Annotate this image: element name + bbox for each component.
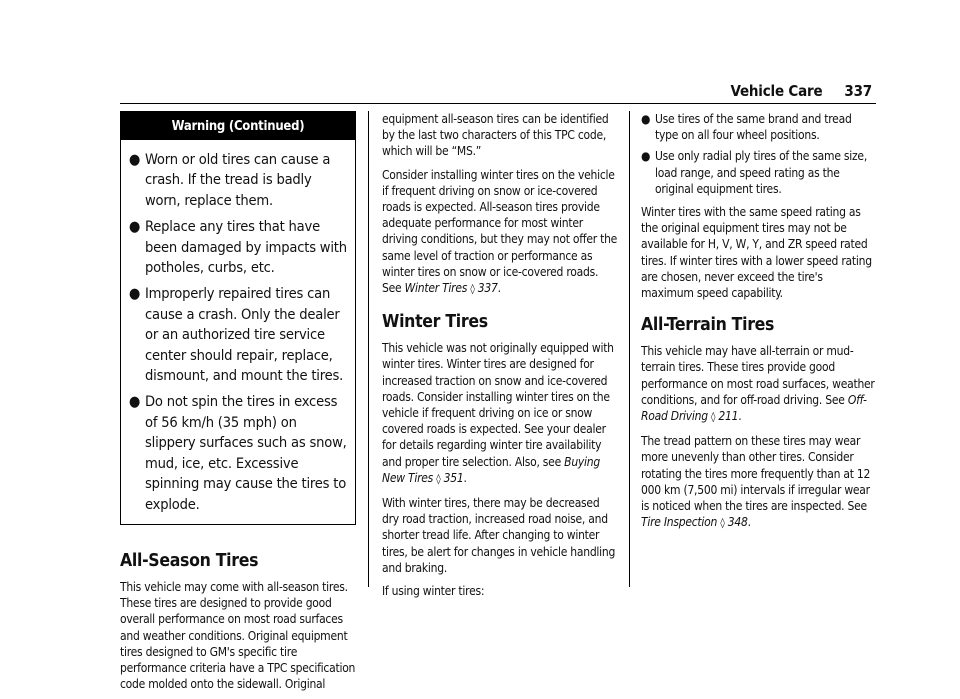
warning-box <box>120 111 356 525</box>
bullet-icon: ● <box>129 218 141 236</box>
off-road-driving-link[interactable]: Off-Road Driving ◊ 211 <box>641 392 867 424</box>
winter-paragraph: With winter tires, there may be decreased dry road traction, increased road noise, and shorter tread life. After changing to winter tires, be alert for changes in vehicle handling and braking. <box>382 496 616 575</box>
winter-paragraph: Winter tires with the same speed rating as the original equipment tires may not be available for H, V, W, Y, and ZR speed rated tires. If winter tires with a lower speed rating are chosen, never exceed the tire's maximum speed capability. <box>641 205 872 301</box>
column-divider <box>629 111 630 587</box>
column-1 <box>120 111 356 699</box>
bullet-icon: ● <box>129 151 141 168</box>
page-ref-icon: ◊ <box>720 518 725 530</box>
bullet-icon: ● <box>641 112 651 126</box>
list-item: ● Use only radial ply tires of the same size, load range, and speed rating as the original equipment tires. <box>641 149 867 196</box>
column-divider <box>368 111 369 587</box>
all-season-paragraph: This vehicle may come with all-season tires. These tires are designed to provide good overall performance on most road surfaces and weather conditions. Original equipment tires designed to GM's specific tire performance criteria have a TPC specification code molded onto the sidewall. Original <box>120 579 356 692</box>
warning-list <box>121 140 355 524</box>
winter-bullet-list <box>641 111 877 197</box>
all-terrain-paragraph: The tread pattern on these tires may wear more unevenly than other tires. Consider rotating the tires more frequently than at 12 000 km (7,500 mi) intervals if irregular wear is noticed when the tires are inspected. See Tire Inspection ◊ 348. <box>641 434 871 530</box>
winter-tires-link[interactable]: Winter Tires ◊ 337 <box>404 281 498 296</box>
page-number: 337 <box>844 82 872 100</box>
tire-inspection-link[interactable]: Tire Inspection ◊ 348 <box>641 515 748 530</box>
section-title: Vehicle Care <box>730 82 823 100</box>
all-terrain-paragraph: This vehicle may have all-terrain or mud-terrain tires. These tires provide good performance on most road surfaces, weather conditions, and for off-road driving. See Off-Road Driving ◊ 211. <box>641 344 875 424</box>
winter-paragraph: If using winter tires: <box>382 584 485 599</box>
column-2 <box>382 111 618 606</box>
warning-item: ● Do not spin the tires in excess of 56 km/h (35 mph) on slippery surfaces such as snow, mud, ice, etc. Excessive spinning may cause the tires to explode. <box>129 393 347 513</box>
page-ref-icon: ◊ <box>470 284 475 296</box>
list-item: ● Use tires of the same brand and tread type on all four wheel positions. <box>641 112 852 143</box>
winter-heading: Winter Tires <box>382 312 488 333</box>
winter-paragraph: This vehicle was not originally equipped with winter tires. Winter tires are designed for increased traction on snow and ice-covered roads. Consider installing winter tires on the vehicle if frequent driving on ice or snow covered roads is expected. See your dealer for details regarding winter tire availability and proper tire selection. Also, see Buying New Tires ◊ 351. <box>382 341 614 485</box>
all-season-heading: All-Season Tires <box>120 550 259 571</box>
page-ref-icon: ◊ <box>436 473 441 485</box>
all-season-paragraph: equipment all-season tires can be identified by the last two characters of this TPC code, which will be “MS.” <box>382 112 609 159</box>
bullet-icon: ● <box>129 285 141 303</box>
running-header <box>731 82 872 100</box>
bullet-icon: ● <box>129 393 141 411</box>
column-3 <box>641 111 877 539</box>
warning-item: ● Improperly repaired tires can cause a crash. Only the dealer or an authorized tire service center should repair, replace, dismount, and mount the tires. <box>129 285 344 385</box>
warning-item: ● Replace any tires that have been damaged by impacts with potholes, curbs, etc. <box>129 218 347 277</box>
all-season-paragraph: Consider installing winter tires on the vehicle if frequent driving on snow or ice-covered roads is expected. All-season tires provide adequate performance for most winter driving conditions, but they may not offer the same level of traction or performance as winter tires on snow or ice-covered roads. See Winter Tires ◊ 337. <box>382 167 618 296</box>
bullet-icon: ● <box>641 149 651 164</box>
page-ref-icon: ◊ <box>711 412 716 424</box>
warning-item: ● Worn or old tires can cause a crash. If the tread is badly worn, replace them. <box>129 151 331 209</box>
buying-new-tires-link[interactable]: Buying New Tires ◊ 351 <box>382 454 600 485</box>
all-terrain-heading: All-Terrain Tires <box>641 315 775 336</box>
warning-title: Warning (Continued) <box>121 112 355 140</box>
header-rule <box>120 103 876 104</box>
